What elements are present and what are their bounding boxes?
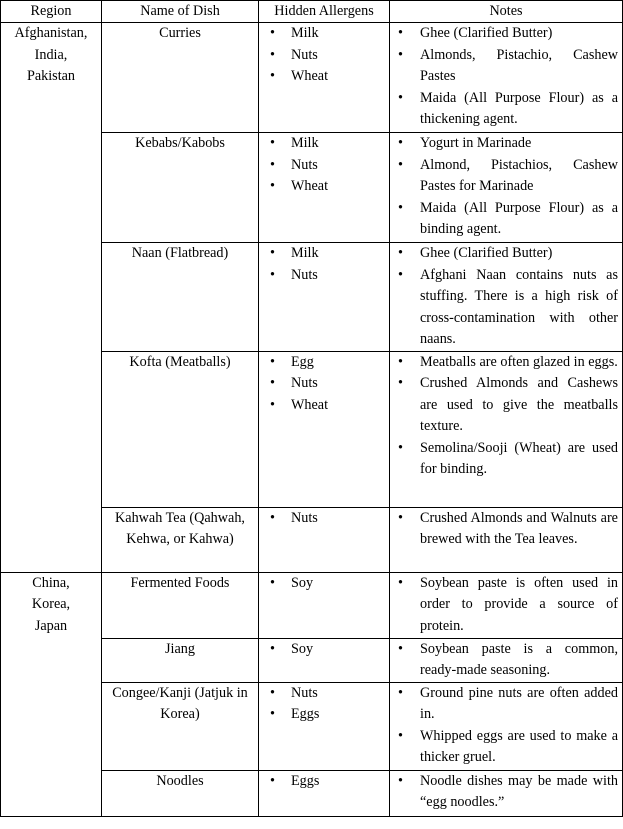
allergen-cell — [259, 572, 390, 638]
dish-name: Kahwah Tea (Qahwah, Kehwa, or Kahwa) — [102, 507, 259, 572]
dish-name: Curries — [102, 23, 259, 133]
notes-list — [394, 508, 618, 551]
notes-cell — [390, 23, 623, 133]
notes-cell — [390, 638, 623, 682]
allergen-list — [263, 352, 385, 417]
notes-cell — [390, 133, 623, 243]
note-item: • Crushed Almonds and Cashews are used to give the meatballs texture. — [394, 373, 618, 438]
allergen-item: • Milk — [263, 243, 385, 265]
allergen-cell — [259, 507, 390, 572]
allergen-cell — [259, 770, 390, 816]
header-notes: Notes — [390, 1, 623, 23]
dish-name: Jiang — [102, 638, 259, 682]
table-row — [1, 572, 623, 638]
dish-name: Kofta (Meatballs) — [102, 351, 259, 507]
dish-name: Kebabs/Kabobs — [102, 133, 259, 243]
note-item: • Soybean paste is often used in order to provide a source of protein. — [394, 573, 618, 638]
allergen-list — [263, 23, 385, 88]
notes-list — [394, 133, 618, 241]
allergen-list — [263, 771, 385, 793]
allergen-item: • Nuts — [263, 683, 385, 705]
region-name-line: Japan — [34, 617, 68, 634]
allergen-cell — [259, 638, 390, 682]
note-item: • Ghee (Clarified Butter) — [394, 243, 618, 265]
table-row — [1, 23, 623, 133]
note-item: • Meatballs are often glazed in eggs. — [394, 352, 618, 374]
allergen-cell — [259, 351, 390, 507]
allergen-item: • Egg — [263, 352, 385, 374]
note-item: • Noodle dishes may be made with “egg noodles.” — [394, 771, 618, 814]
table-body — [1, 23, 623, 817]
region-cell — [1, 23, 102, 573]
notes-cell — [390, 572, 623, 638]
allergen-cell — [259, 133, 390, 243]
region-cell — [1, 572, 102, 816]
dish-name: Congee/Kanji (Jatjuk in Korea) — [102, 682, 259, 770]
note-item: • Whipped eggs are used to make a thicker gruel. — [394, 726, 618, 769]
allergen-item: • Nuts — [263, 373, 385, 395]
notes-cell — [390, 243, 623, 352]
notes-cell — [390, 682, 623, 770]
allergen-cell — [259, 682, 390, 770]
region-name-line: India, — [34, 46, 68, 63]
allergen-item: • Nuts — [263, 155, 385, 177]
notes-list — [394, 573, 618, 638]
dish-name: Fermented Foods — [102, 572, 259, 638]
notes-cell — [390, 507, 623, 572]
allergen-item: • Nuts — [263, 508, 385, 530]
region-name-line: China, — [32, 574, 70, 591]
region-name-line: Afghanistan, — [14, 25, 88, 41]
header-row — [1, 1, 623, 23]
notes-list — [394, 639, 618, 682]
allergen-list — [263, 508, 385, 530]
allergen-item: • Wheat — [263, 395, 385, 417]
allergen-list — [263, 133, 385, 198]
note-item: • Crushed Almonds and Walnuts are brewed with the Tea leaves. — [394, 508, 618, 551]
region-name-line: Pakistan — [26, 68, 76, 84]
notes-list — [394, 352, 618, 481]
allergen-item: • Milk — [263, 23, 385, 45]
allergen-cell — [259, 23, 390, 133]
note-item: • Soybean paste is a common, ready-made seasoning. — [394, 639, 618, 682]
allergen-item: • Eggs — [263, 704, 385, 726]
notes-list — [394, 243, 618, 351]
note-item: • Ground pine nuts are often added in. — [394, 683, 618, 726]
notes-list — [394, 683, 618, 769]
header-allergens: Hidden Allergens — [259, 1, 390, 23]
allergen-item: • Wheat — [263, 176, 385, 198]
note-item: • Almonds, Pistachio, Cashew Pastes — [394, 45, 618, 88]
note-item: • Semolina/Sooji (Wheat) are used for binding. — [394, 438, 618, 481]
notes-list — [394, 23, 618, 131]
header-region: Region — [1, 1, 102, 23]
note-item: • Yogurt in Marinade — [394, 133, 618, 155]
allergen-list — [263, 683, 385, 726]
dish-name: Naan (Flatbread) — [102, 243, 259, 352]
note-item: • Almond, Pistachios, Cashew Pastes for Marinade — [394, 155, 618, 198]
allergen-item: • Milk — [263, 133, 385, 155]
header-dish: Name of Dish — [102, 1, 259, 23]
allergen-item: • Wheat — [263, 66, 385, 88]
note-item: • Ghee (Clarified Butter) — [394, 23, 618, 45]
note-item: • Afghani Naan contains nuts as stuffing. There is a high risk of cross-contamination with other naans. — [394, 265, 618, 351]
allergen-item: • Soy — [263, 639, 385, 661]
allergen-item: • Nuts — [263, 45, 385, 67]
region-name-line: Korea, — [31, 596, 71, 612]
allergen-list — [263, 573, 385, 595]
notes-cell — [390, 770, 623, 816]
notes-list — [394, 771, 618, 814]
allergen-item: • Nuts — [263, 265, 385, 287]
note-item: • Maida (All Purpose Flour) as a binding agent. — [394, 198, 618, 241]
allergen-list — [263, 243, 385, 286]
allergen-cell — [259, 243, 390, 352]
allergen-item: • Soy — [263, 573, 385, 595]
note-item: • Maida (All Purpose Flour) as a thickening agent. — [394, 88, 618, 131]
allergen-list — [263, 639, 385, 661]
dish-name: Noodles — [102, 770, 259, 816]
notes-cell — [390, 351, 623, 507]
allergen-item: • Eggs — [263, 771, 385, 793]
